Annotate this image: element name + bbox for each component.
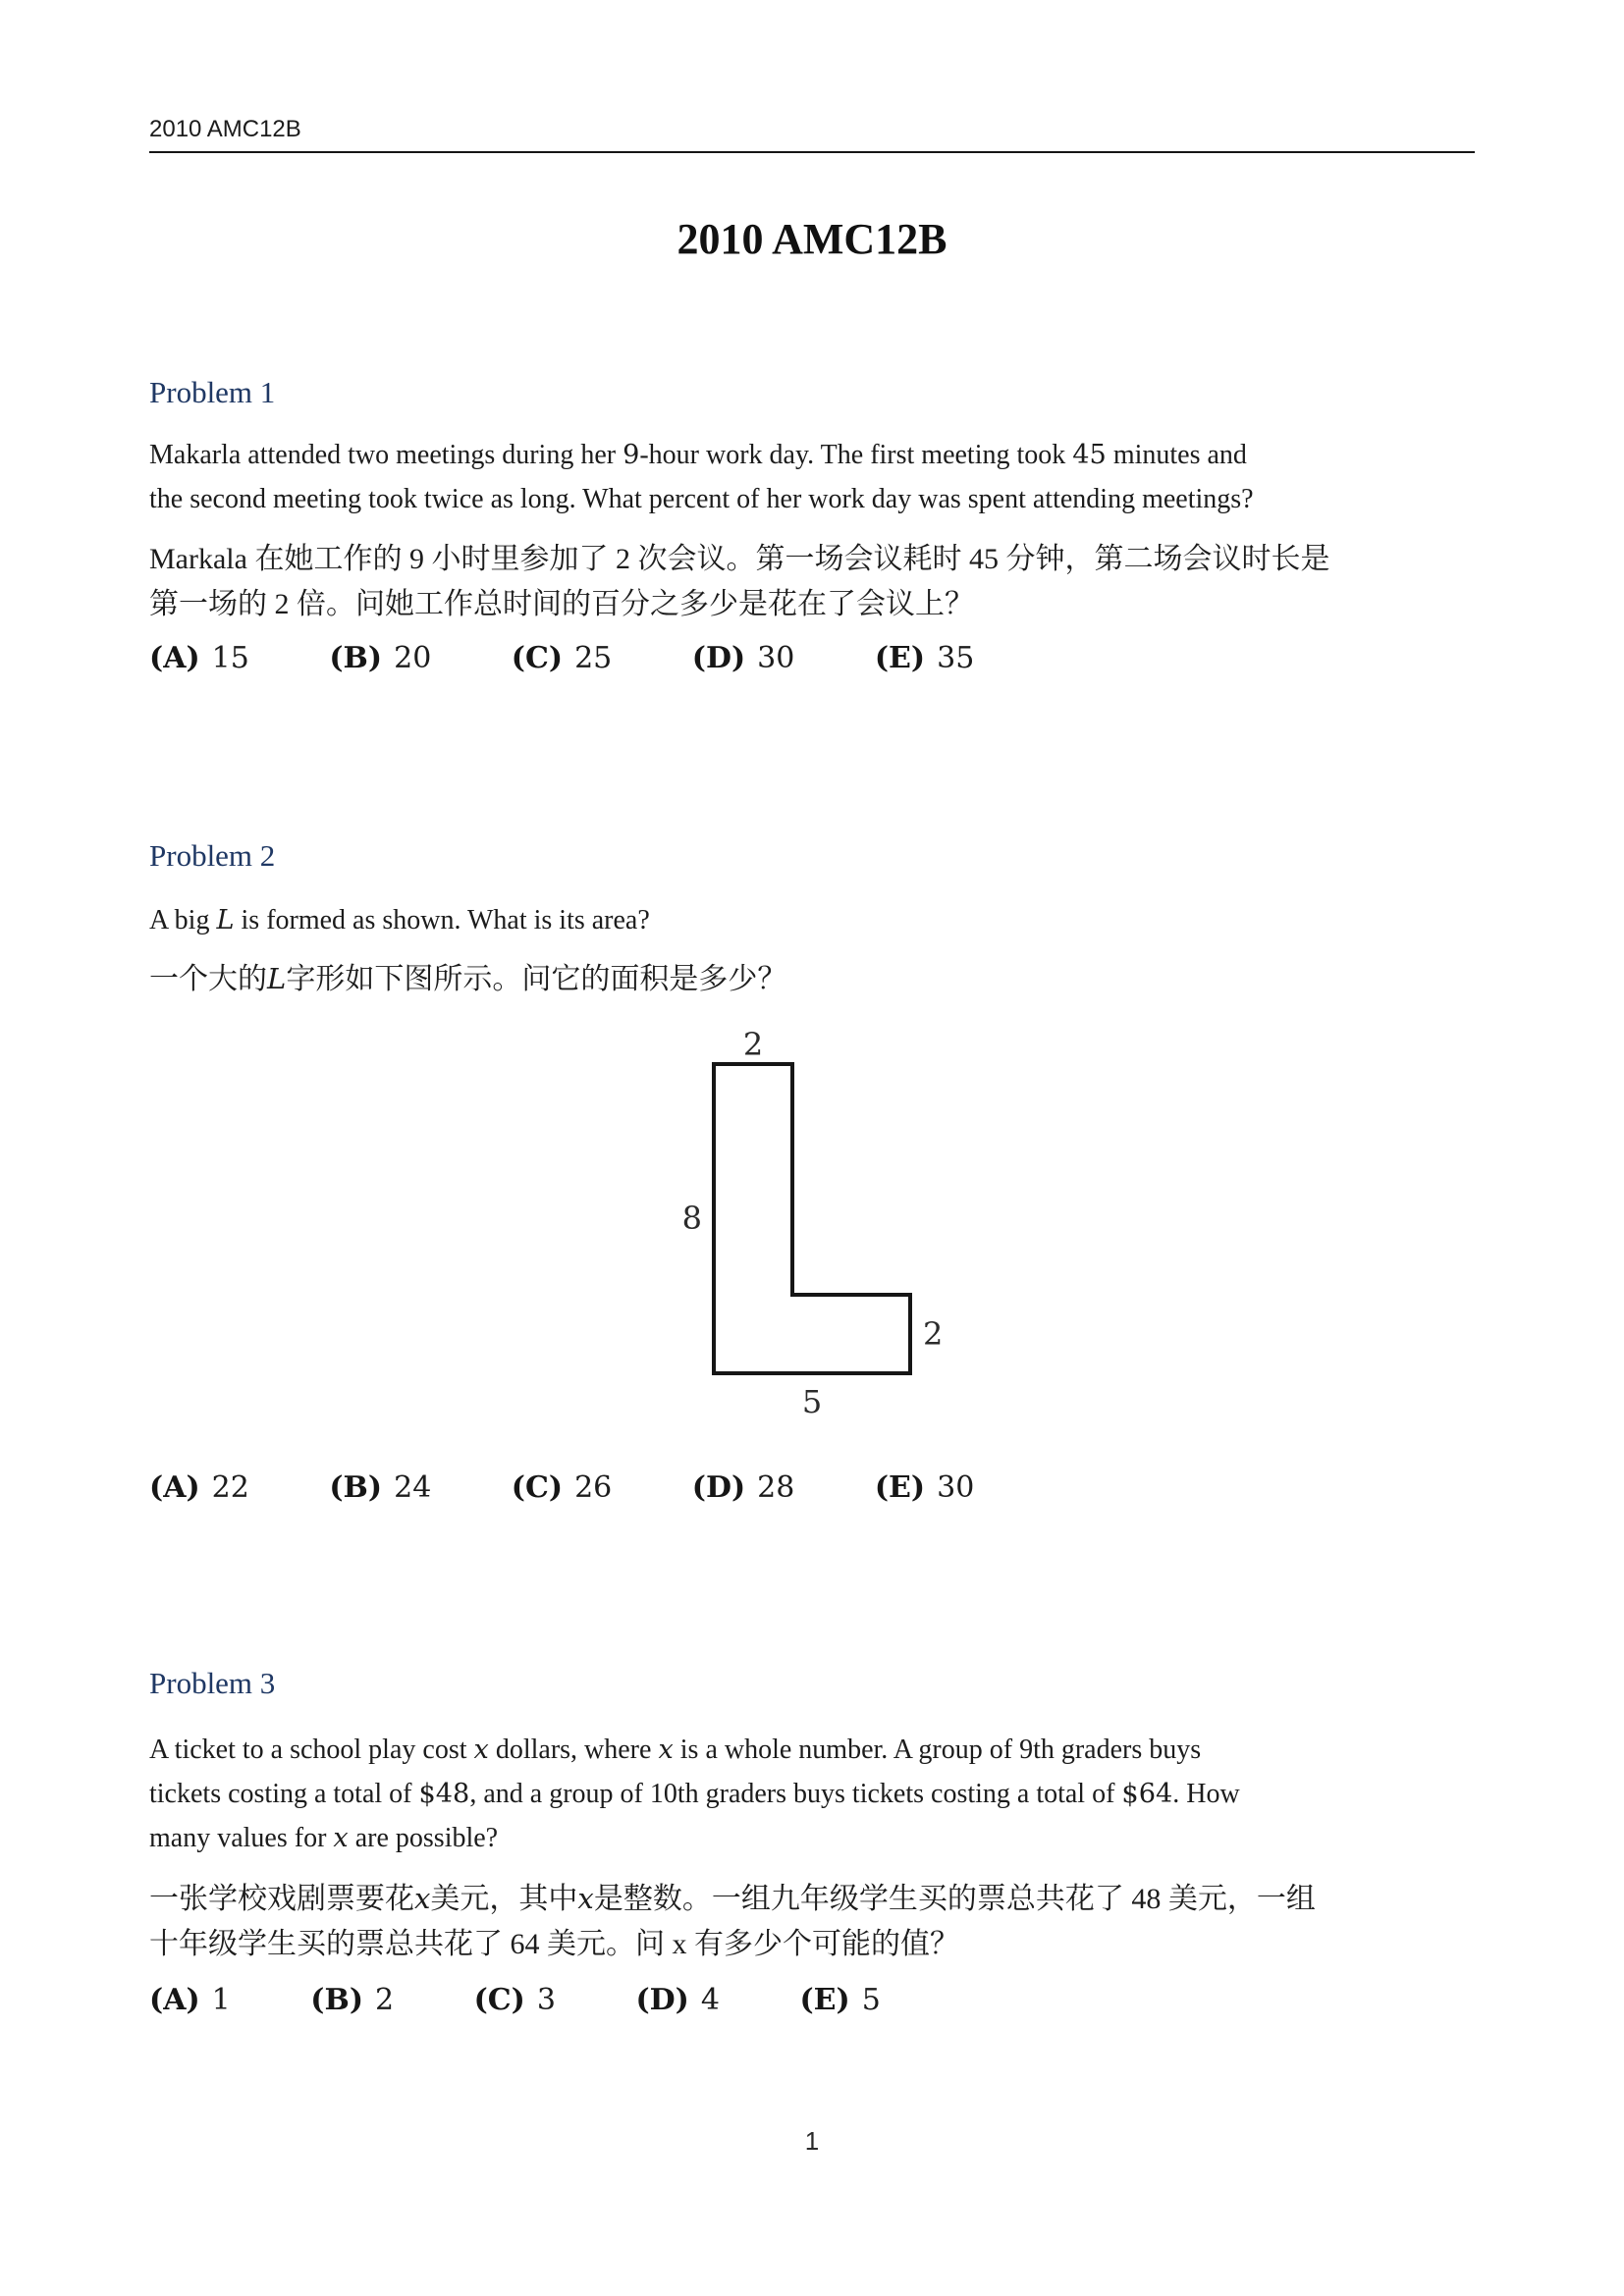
choice-b: [310, 1983, 394, 2018]
choice-label: (B): [329, 1470, 383, 1505]
l-shape-figure: [149, 1020, 1475, 1447]
choice-c: [512, 641, 612, 676]
choice-a: [149, 641, 249, 676]
problem-2-section: [149, 839, 1475, 1506]
choice-d: [692, 641, 795, 676]
text-line: many values for x are possible?: [149, 1823, 499, 1853]
problem-2-heading: Problem 2: [149, 838, 276, 873]
choice-label: (A): [149, 1470, 200, 1505]
choice-label: (E): [874, 1470, 926, 1505]
problem-1-choices: [149, 641, 1475, 676]
page-header: 2010 AMC12B: [149, 116, 301, 142]
choice-e: [799, 1983, 880, 2018]
header-rule: [149, 151, 1475, 153]
choice-label: (A): [149, 641, 200, 675]
choice-label: (C): [511, 1470, 564, 1505]
choice-value: 26: [574, 1470, 613, 1505]
choice-label: (D): [691, 1470, 746, 1505]
choice-a: [149, 1983, 231, 2018]
problem-3-heading: Problem 3: [149, 1666, 276, 1700]
text-line: tickets costing a total of $48, and a group of 10th graders buys tickets costing a total of $64. How: [149, 1779, 1240, 1809]
l-shape-svg: [645, 1020, 979, 1442]
text-line: the second meeting took twice as long. What percent of her work day was spent attending meetings?: [149, 484, 1254, 514]
text-line: 一个大的L字形如下图所示。问它的面积是多少？: [149, 962, 787, 995]
choice-b: [329, 1470, 431, 1506]
choice-label: (B): [310, 1983, 364, 2017]
text-line: 第一场的 2 倍。问她工作总时间的百分之多少是花在了会议上？: [149, 588, 974, 620]
choice-a: [149, 1470, 249, 1506]
figure-label-top: 2: [742, 1026, 764, 1063]
text-line: 十年级学生买的票总共花了 64 美元。问 x 有多少个可能的值？: [149, 1928, 959, 1960]
problem-1-section: [149, 376, 1475, 676]
choice-value: 25: [574, 641, 613, 675]
choice-value: 24: [394, 1470, 432, 1505]
figure-label-left: 8: [681, 1200, 702, 1237]
problem-3-chinese: [149, 1876, 1475, 1967]
text-line: Markala 在她工作的 9 小时里参加了 2 次会议。第一场会议耗时 45 分钟，第二场会议时长是: [149, 543, 1330, 575]
choice-c: [474, 1983, 556, 2018]
document-title: 2010 AMC12B: [677, 215, 947, 263]
choice-label: (A): [149, 1983, 200, 2017]
choice-value: 30: [757, 641, 795, 675]
text-line: Makarla attended two meetings during her 9-hour work day. The first meeting took 45 minutes and: [149, 440, 1247, 470]
choice-value: 22: [211, 1470, 249, 1505]
choice-b: [329, 641, 431, 676]
problem-2-choices: [149, 1470, 1475, 1506]
choice-value: 1: [211, 1983, 231, 2017]
choice-value: 20: [394, 641, 432, 675]
problem-3-english: [149, 1728, 1475, 1860]
choice-value: 30: [937, 1470, 975, 1505]
choice-d: [692, 1470, 795, 1506]
choice-label: (D): [635, 1983, 689, 2017]
choice-label: (D): [691, 641, 746, 675]
text-line: A ticket to a school play cost x dollars, where x is a whole number. A group of 9th graders buys: [149, 1735, 1202, 1765]
choice-label: (B): [329, 641, 383, 675]
choice-label: (C): [473, 1983, 525, 2017]
choice-e: [875, 1470, 974, 1506]
problem-1-chinese: [149, 537, 1475, 627]
choice-value: 4: [700, 1983, 720, 2017]
figure-label-bottom: 5: [801, 1383, 823, 1420]
figure-label-right: 2: [923, 1315, 944, 1353]
problem-1-heading: Problem 1: [149, 375, 276, 409]
choice-label: (E): [799, 1983, 850, 2017]
choice-label: (E): [874, 641, 926, 675]
choice-value: 5: [861, 1983, 881, 2017]
choice-value: 3: [536, 1983, 556, 2017]
problem-3-choices: [149, 1983, 1475, 2018]
text-line: 一张学校戏剧票要花x美元，其中x是整数。一组九年级学生买的票总共花了 48 美元，一组: [149, 1882, 1316, 1915]
choice-e: [875, 641, 974, 676]
problem-2-chinese: [149, 956, 1475, 1002]
l-shape-outline: [714, 1064, 910, 1373]
choice-value: 2: [375, 1983, 395, 2017]
choice-value: 28: [757, 1470, 795, 1505]
page-number: 1: [804, 2126, 820, 2156]
problem-1-english: [149, 433, 1475, 521]
choice-c: [512, 1470, 612, 1506]
choice-d: [635, 1983, 720, 2018]
choice-value: 35: [937, 641, 975, 675]
choice-label: (C): [511, 641, 564, 675]
problem-3-section: [149, 1667, 1475, 2018]
text-line: A big L is formed as shown. What is its area?: [149, 905, 650, 935]
choice-value: 15: [211, 641, 249, 675]
problem-2-english: [149, 898, 1475, 942]
